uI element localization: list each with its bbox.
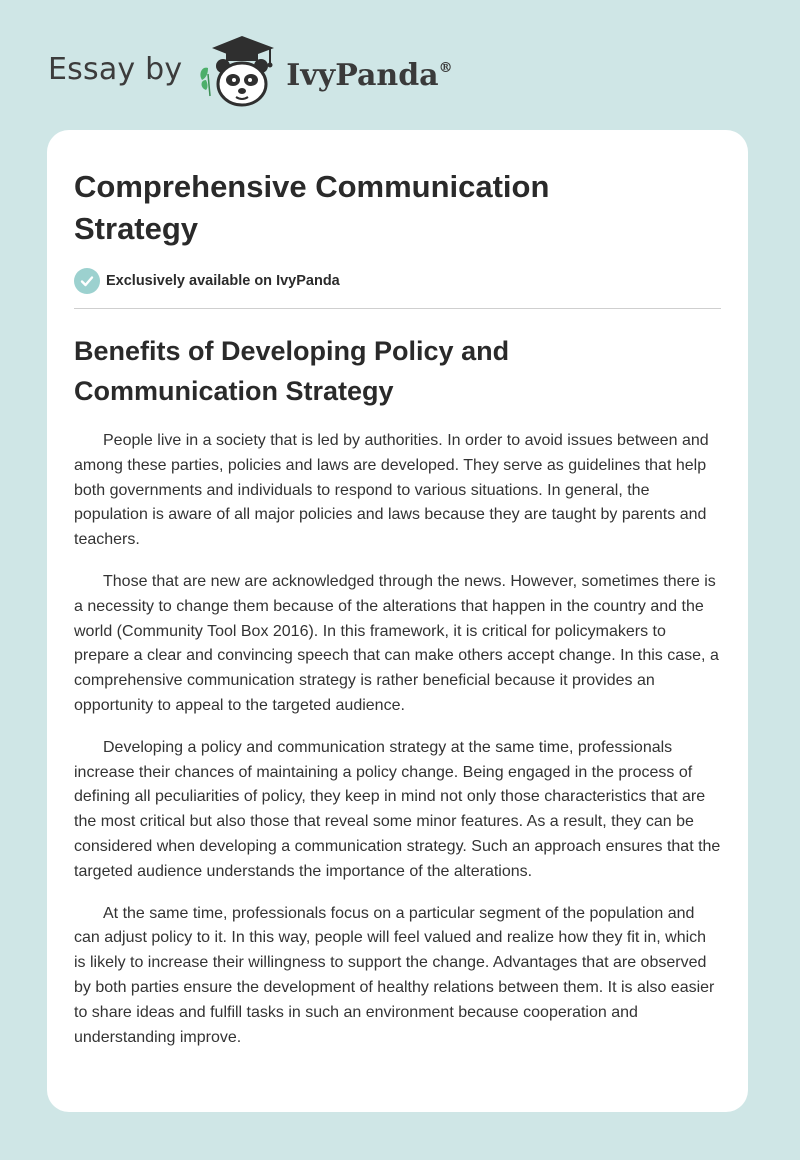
exclusive-label: Exclusively available on IvyPanda bbox=[106, 273, 340, 289]
brand-name[interactable]: IvyPanda® bbox=[286, 57, 453, 93]
essay-title: Comprehensive Communication Strategy bbox=[74, 169, 550, 246]
paragraph: Those that are new are acknowledged through the news. However, sometimes there is a necessity to change them because of the alterations that happen in the country and the world (Community Tool Box 2016). In this framework, it is critical for policymakers to prepare a clear and convincing speech that can make others accept change. In this case, a comprehensive communication strategy is rather beneficial because it provides an opportunity to appeal to the targeted audience. bbox=[74, 572, 719, 714]
essay-body bbox=[74, 429, 721, 1050]
divider bbox=[74, 308, 721, 309]
paragraph: Developing a policy and communication strategy at the same time, professionals increase their chances of maintaining a policy change. Being engaged in the process of defining all peculiarities of policy, they keep in mind not only those characteristics that are the most critical but also those that reveal some minor features. As a result, they can be considered when developing a communication strategy. Such an approach ensures that the targeted audience understands the importance of the alterations. bbox=[74, 738, 721, 880]
check-icon bbox=[74, 268, 100, 294]
exclusive-badge bbox=[74, 268, 721, 294]
essay-card bbox=[47, 130, 748, 1112]
paragraph: At the same time, professionals focus on a particular segment of the population and can adjust policy to it. In this way, people will feel valued and realize how they fit in, which is likely to increase their willingness to support the change. Advantages that are observed by both parties ensure the development of healthy relations between them. It is also easier to share ideas and fulfill tasks in such an environment because cooperation and understanding improve. bbox=[74, 904, 715, 1046]
ivypanda-logo-icon[interactable] bbox=[196, 34, 282, 110]
paragraph: People live in a society that is led by authorities. In order to avoid issues between and among these parties, policies and laws are developed. They serve as guidelines that help both governments and individuals to respond to various situations. In general, the population is aware of all major policies and laws because they are taught by parents and teachers. bbox=[74, 432, 709, 549]
essay-by-label: Essay by bbox=[48, 51, 183, 87]
registered-mark: ® bbox=[438, 59, 453, 76]
section-heading: Benefits of Developing Policy and Communication Strategy bbox=[74, 336, 510, 406]
site-header bbox=[48, 34, 453, 110]
